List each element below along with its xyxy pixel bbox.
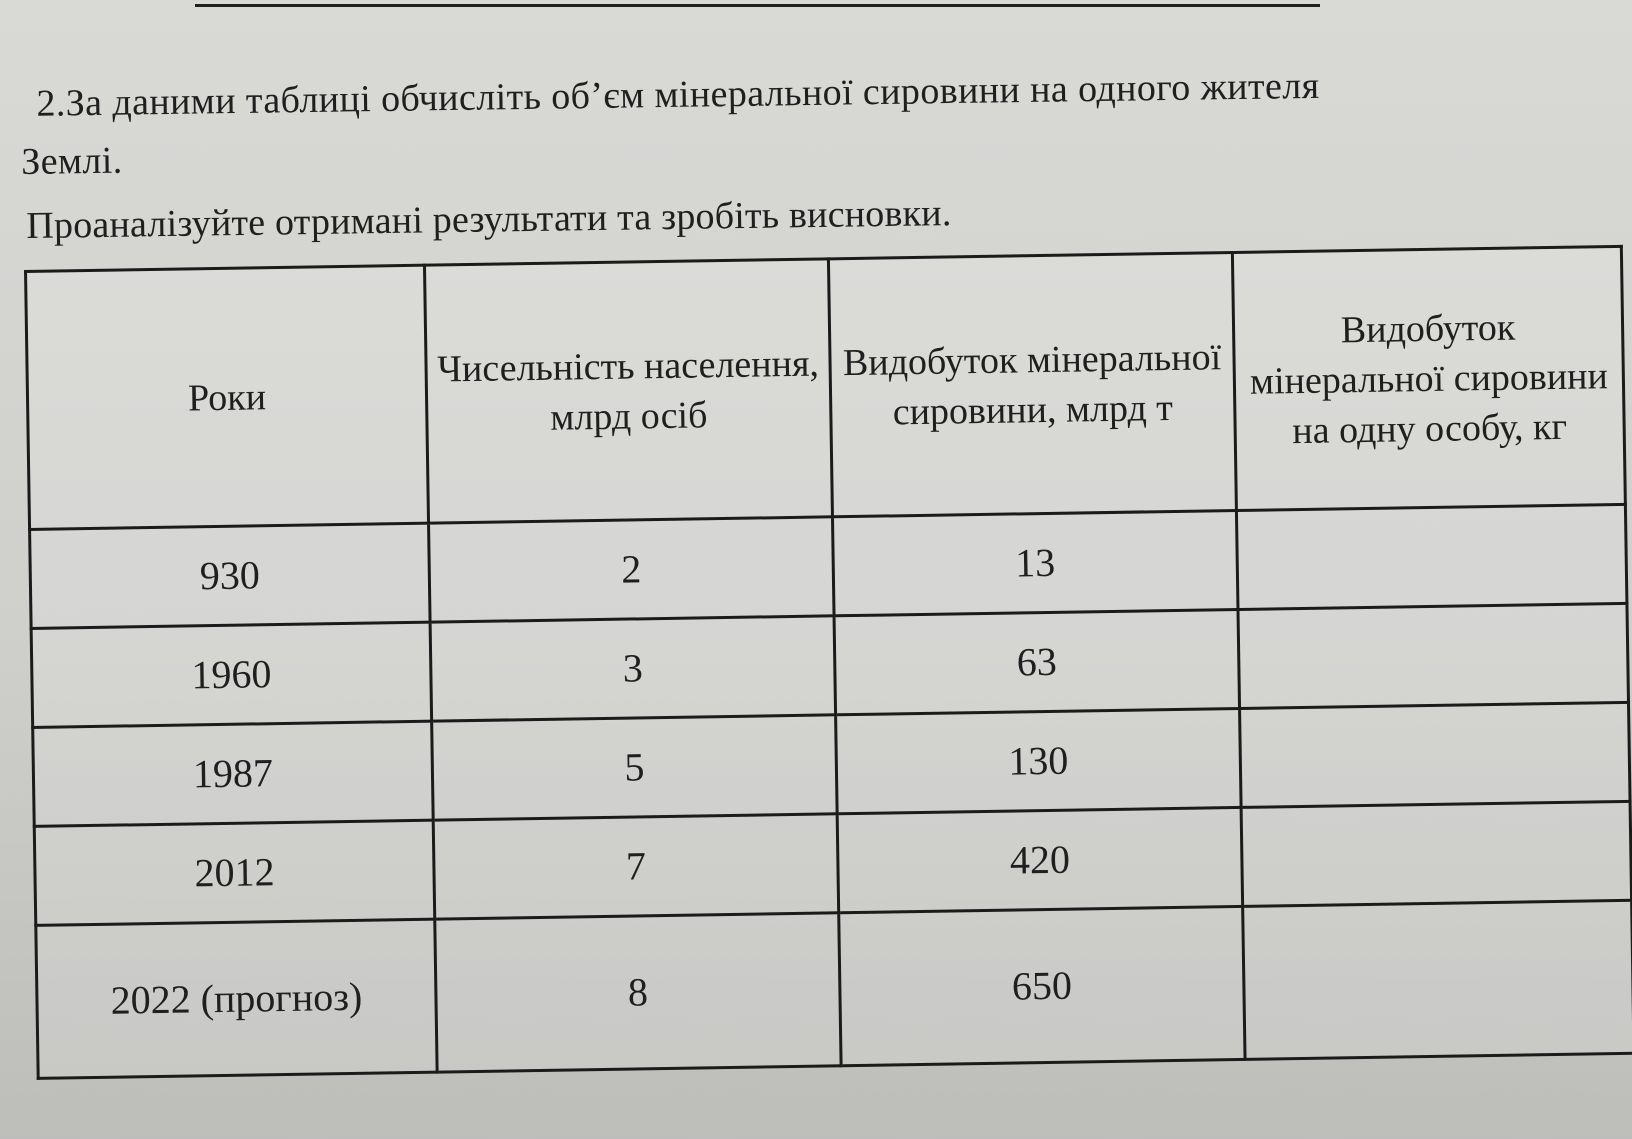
mineral-data-table — [24, 245, 1632, 1080]
header-population: Чисельність населення, млрд осіб — [424, 259, 832, 523]
cell-population: 5 — [432, 715, 838, 820]
cell-year: 1960 — [31, 622, 432, 727]
cell-year: 930 — [30, 523, 431, 628]
header-year: Роки — [26, 265, 429, 529]
cell-per-person — [1236, 504, 1627, 609]
cell-extraction: 420 — [837, 807, 1243, 912]
cell-population: 2 — [429, 517, 835, 622]
cell-year: 1987 — [33, 721, 434, 826]
cell-extraction: 63 — [834, 609, 1240, 714]
task-statement — [20, 53, 1591, 191]
cell-per-person — [1238, 603, 1629, 708]
table-header-row — [26, 246, 1626, 529]
cell-per-person — [1241, 801, 1632, 906]
table-row — [36, 900, 1632, 1078]
cell-population: 7 — [433, 814, 839, 919]
data-table-wrapper — [24, 245, 1617, 1130]
cell-year: 2012 — [34, 820, 435, 925]
cell-population: 3 — [430, 616, 836, 721]
cell-per-person — [1243, 900, 1632, 1059]
cell-per-person — [1240, 702, 1631, 807]
header-extraction: Видобуток мінеральної сировини, млрд т — [828, 253, 1236, 517]
task-instruction: Проаналізуйте отримані результати та зробіть висновки. — [26, 192, 952, 247]
task-line-1: 2.За даними таблиці обчисліть об’єм мінеральної сировини на одного жителя — [36, 64, 1320, 125]
cell-population: 8 — [435, 913, 841, 1072]
task-line-2: Землі. — [20, 139, 123, 183]
cell-extraction: 13 — [832, 510, 1238, 615]
top-frame-line — [195, 0, 1320, 7]
header-per-person: Видобуток мінеральної сировини на одну особу, кг — [1232, 246, 1625, 510]
cell-year: 2022 (прогноз) — [36, 919, 437, 1078]
cell-extraction: 130 — [836, 708, 1242, 813]
cell-extraction: 650 — [839, 906, 1245, 1065]
